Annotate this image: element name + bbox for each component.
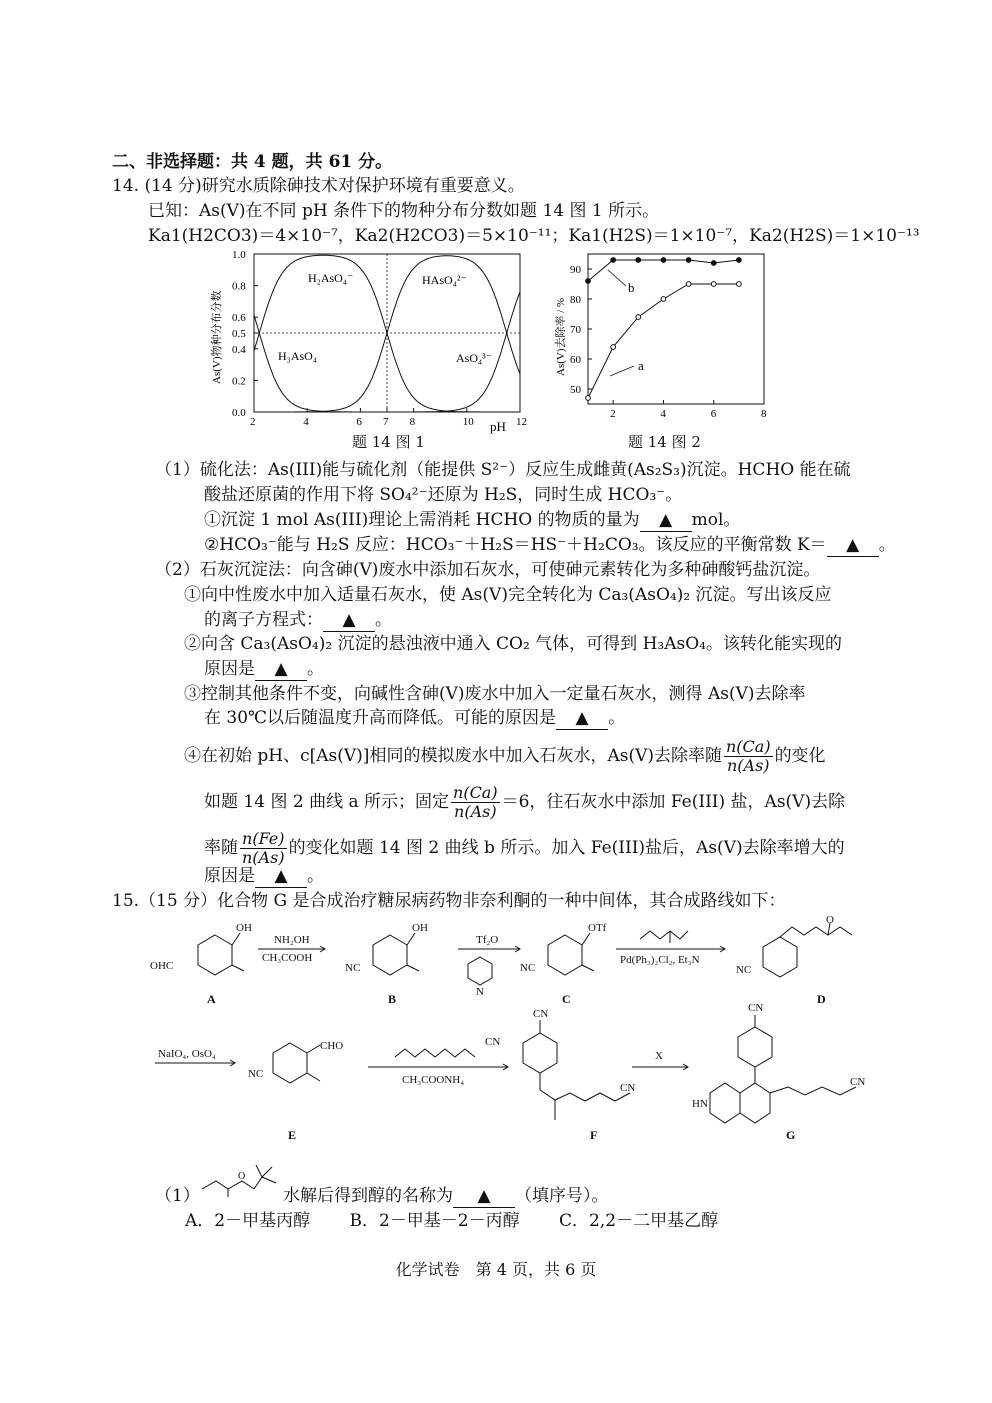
fig2-point-a [636,315,641,320]
page-footer: 化学试卷 第 4 页，共 6 页 [395,1260,597,1279]
fig1-xtick-label: 10 [462,416,474,428]
fig2-point-a [611,345,616,350]
tert-butyl-acrylate-structure [198,1155,280,1201]
fig1-species-aso4: AsO₄³⁻ [456,351,493,365]
fig2-point-b [686,258,691,263]
group-nc: NC [736,964,752,976]
group-nc: NC [345,962,361,974]
q15-intro: 15.（15 分）化合物 G 是合成治疗糖尿病药物非奈利酮的一种中间体，其合成路线如下： [112,891,786,911]
fig2-xtick-label: 2 [610,408,616,420]
q14-p1-q2 [204,534,896,557]
fig1-ytick-label: 1.0 [232,249,246,261]
answer-blank[interactable]: ▲ [640,509,692,532]
group-cn: CN [620,1082,636,1094]
fig1-ticks [232,249,527,428]
fig1-xlabel: pH [490,419,506,434]
fig2-point-a [711,282,716,287]
q14-p2-q4-l1-text: ④在初始 pH、c[As(V)]相同的模拟废水中加入石灰水，As(V)去除率随 [184,746,722,766]
period: 。 [608,708,626,728]
compound-label-d: D [817,992,826,1006]
ester-o: O [238,1171,246,1182]
group-nc: NC [248,1068,264,1080]
q14-p2-q4-l2-end: ＝6，往石灰水中添加 Fe(III) 盐，As(V)去除 [501,792,846,812]
compound-label-e: E [288,1128,297,1142]
reagent-x: X [655,1050,663,1062]
pyridine [468,957,492,985]
q14-p1-line2: 酸盐还原菌的作用下将 SO₄²⁻还原为 H₂S，同时生成 HCO₃⁻。 [204,485,683,505]
ring-d [763,937,797,977]
fig2-chart [548,248,768,428]
reagent-tf2o: Tf₂O [476,934,499,946]
period: 。 [375,610,392,630]
compound-label-g: G [786,1128,796,1142]
fig2-caption: 题 14 图 2 [628,433,701,451]
group-cn: CN [748,1002,764,1014]
fig2-ytick-label: 80 [570,294,581,306]
q14-p2-q1-l2-text: 的离子方程式： [204,610,323,630]
group-cn: CN [533,1008,549,1020]
fig1-ytick-label: 0.4 [232,343,246,356]
acrylate-ester [640,931,688,939]
fig2-ytick-label: 90 [570,264,581,276]
fig2-label-b: b [628,280,635,295]
fig1-xtick-label: 6 [356,416,362,428]
fraction-ca-as: $\frac{n(Ca)}{n(As)}$ [725,737,771,775]
q14-p1-q2-text: ②HCO₃⁻能与 H₂S 反应：HCO₃⁻＋H₂S＝HS⁻＋H₂CO₃。该反应的平衡常数 K＝ [204,535,827,555]
fig2-ytick-label: 70 [570,324,581,336]
ring-c [548,935,582,975]
q14-constants: Ka1(H2CO3)＝4×10⁻⁷，Ka2(H2CO3)＝5×10⁻¹¹；Ka1(H2S)＝1×10⁻⁷，Ka2(H2S)＝1×10⁻¹³ [148,226,920,246]
q14-p2-q4-l1 [184,736,826,776]
q14-p2-q4-l3 [204,828,845,868]
compound-label-b: B [388,992,397,1006]
fig1-xtick-label: 7 [383,416,389,428]
q14-p2-line1: （2）石灰沉淀法：向含砷(V)废水中添加石灰水，可使砷元素转化为多种砷酸钙盐沉淀。 [155,560,821,580]
group-oh: OH [236,922,252,934]
reagent-acetic-acid: CH₃COOH [262,952,313,964]
q14-intro: 14. (14 分)研究水质除砷技术对保护环境有重要意义。 [112,176,525,196]
answer-blank[interactable]: ▲ [255,865,307,888]
group-cn: CN [485,1036,501,1048]
answer-blank[interactable]: ▲ [453,1185,515,1208]
fig1-ytick-label: 0.5 [232,328,246,340]
group-o: O [826,915,834,926]
group-hn: HN [692,1098,708,1110]
pyridine-n: N [476,986,484,998]
q14-p2-q2-l1: ②向含 Ca₃(AsO₄)₂ 沉淀的悬浊液中通入 CO₂ 气体，可得到 H₃AsO₄。该转化能实现的 [184,634,842,654]
fig1-ytick-label: 0.0 [232,407,246,419]
group-nc: NC [520,962,536,974]
q14-p2-q1-l1: ①向中性废水中加入适量石灰水，使 As(V)完全转化为 Ca₃(AsO₄)₂ 沉淀。写出该反应 [184,585,832,605]
q15-q1-prefix: （1） [155,1186,200,1206]
q14-p2-q4-l2-text: 如题 14 图 2 曲线 a 所示；固定 [204,792,450,812]
fig1-species-haso4: HAsO₄²⁻ [422,273,467,287]
q14-p2-q4-l4 [204,865,324,888]
q14-p2-q3-l2 [204,707,625,730]
compound-label-a: A [207,992,216,1006]
section-title: 二、非选择题：共 4 题，共 61 分。 [112,152,393,172]
q14-p2-q2-l2-text: 原因是 [204,659,255,679]
fig2-point-b [736,258,741,263]
period: 。 [307,866,324,886]
fig1-species-h3aso4: H₃AsO₄ [278,349,318,363]
reagent-nh4oac: CH₃COONH₄ [402,1074,465,1086]
period: 。 [878,535,896,555]
fig2-point-b [636,258,641,263]
reagent-pd: Pd(Ph₃)₂Cl₂, Et₃N [620,954,700,966]
fig1-xtick-label: 8 [409,416,416,428]
fig2-xtick-label: 4 [660,408,666,420]
q14-p2-q4-l3-text: 率随 [204,838,238,858]
q15-q1-question: 水解后得到醇的名称为 [283,1186,453,1206]
ring-g-dihydropyridine [740,1083,770,1123]
fig2-point-a [736,282,741,287]
q14-p1-q1 [204,509,740,532]
q14-p2-q4-l3-end: 的变化如题 14 图 2 曲线 b 所示。加入 Fe(III)盐后，As(V)去除率增大的 [288,838,845,858]
fig2-ticks [570,264,767,420]
q14-p1-q1-unit: mol。 [691,510,741,530]
answer-blank[interactable]: ▲ [323,609,375,632]
fig2-leader-a [610,366,634,376]
fig2-point-b [586,279,591,284]
fig1-xtick-label: 2 [250,416,256,428]
fig2-plot-frame [588,254,764,404]
group-cho: CHO [320,1040,344,1052]
q14-p2-q3-l2-text: 在 30℃以后随温度升高而降低。可能的原因是 [204,708,557,728]
ring-f [523,1033,557,1073]
fig2-xtick-label: 8 [761,408,767,420]
fig2-ylabel: As(V)去除率 / % [555,297,567,376]
fig1-ylabel: As(V)物种分布分数 [211,290,223,384]
fig2-point-b [711,261,716,266]
ring-g-lactam [710,1083,740,1123]
fig2-curves [586,258,742,401]
fig2-ytick-label: 50 [570,384,581,396]
group-ohc: OHC [150,960,174,972]
answer-blank[interactable]: ▲ [255,658,307,681]
fraction-fe-as: $\frac{n(Fe)}{n(As)}$ [242,829,285,867]
fig2-label-a: a [638,358,644,373]
fig1-caption: 题 14 图 1 [352,433,425,451]
fig2-leader-b [608,270,626,286]
fig2-point-a [586,396,591,401]
fig2-ytick-label: 60 [570,354,581,366]
q14-p2-q4-l4-text: 原因是 [204,866,255,886]
group-cn: CN [850,1076,866,1088]
fig1-xtick-label: 4 [303,416,309,428]
q15-synthesis-scheme [140,915,880,1150]
q14-p2-q4-l2 [204,782,845,822]
fig1-ytick-label: 0.2 [232,375,246,388]
fig2-point-b [661,258,666,263]
fig1-ytick-label: 0.8 [232,280,246,293]
q15-q1-text [283,1185,609,1208]
reagent-nh2oh: NH₂OH [274,934,310,946]
fig1-chart [208,246,538,451]
period: 。 [307,659,324,679]
ring-e [273,1043,307,1083]
q15-q1-options: A．2－甲基丙醇 B．2－甲基－2－丙醇 C．2,2－二甲基乙醇 [185,1211,719,1231]
q14-p2-q4-l1-end: 的变化 [774,746,826,766]
q14-p2-q3-l1: ③控制其他条件不变，向碱性含砷(V)废水中加入一定量石灰水，测得 As(V)去除率 [184,684,806,704]
compound-label-c: C [562,992,571,1006]
group-otf: OTf [588,922,607,934]
group-oh: OH [412,922,428,934]
reagent-ketoester [395,1049,475,1057]
answer-blank[interactable]: ▲ [556,707,608,730]
fig2-point-a [686,282,691,287]
q15-q1-hint: （填序号）。 [515,1186,609,1206]
ring-b [373,935,407,975]
fraction-ca-as: $\frac{n(Ca)}{n(As)}$ [453,783,498,821]
compound-label-f: F [590,1128,598,1142]
q14-p2-q2-l2 [204,658,324,681]
fig1-species-h2aso4: H₂AsO₄⁻ [308,271,354,285]
fig1-ytick-label: 0.6 [232,312,246,325]
fig2-point-b [611,258,616,263]
fig1-xtick-label: 12 [516,416,527,428]
answer-blank[interactable]: ▲ [827,534,879,557]
ring-g-aryl [738,1027,772,1067]
fig2-point-a [661,297,666,302]
fig2-xtick-label: 6 [710,408,717,420]
q14-p1-line1: （1）硫化法：As(III)能与硫化剂（能提供 S²⁻）反应生成雌黄(As₂S₃)沉淀。HCHO 能在硫 [155,460,851,480]
reagent-naio4: NaIO₄, OsO₄ [158,1048,216,1060]
q14-p1-q1-text: ①沉淀 1 mol As(III)理论上需消耗 HCHO 的物质的量为 [204,510,640,530]
q14-known: 已知：As(V)在不同 pH 条件下的物种分布分数如题 14 图 1 所示。 [148,201,660,221]
q14-p2-q1-l2 [204,609,392,632]
ring-a [198,935,232,975]
